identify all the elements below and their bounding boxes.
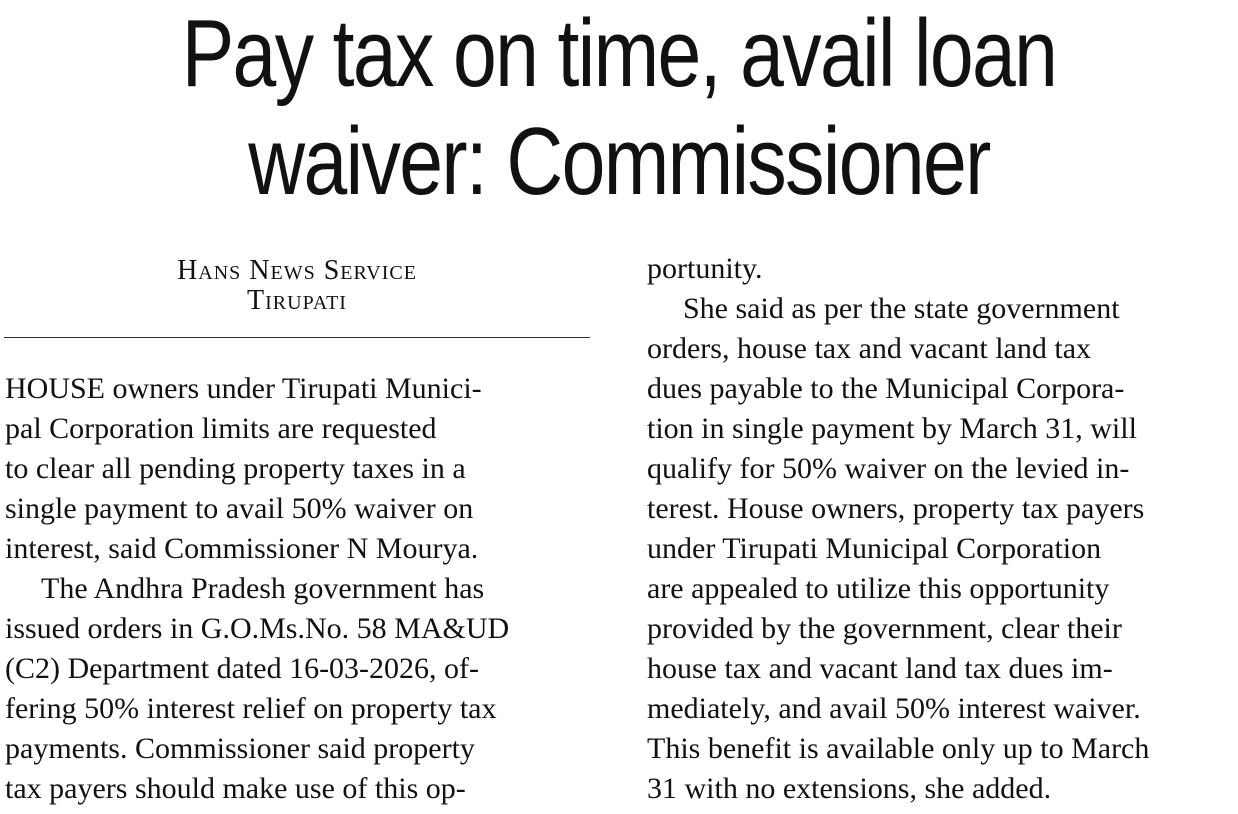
text-line: 31 with no extensions, she added.: [647, 772, 1052, 805]
headline: [111, 0, 1126, 216]
headline-line-2: waiver: Commissioner: [248, 108, 990, 215]
text-line: She said as per the state government: [683, 292, 1120, 325]
text-line: tion in single payment by March 31, will: [647, 412, 1137, 445]
text-line: single payment to avail 50% waiver on: [5, 492, 474, 525]
text-line: house tax and vacant land tax dues im-: [647, 652, 1113, 685]
byline-place: Tirupati: [247, 285, 347, 316]
text-line: terest. House owners, property tax payers: [647, 492, 1145, 525]
article-column-right: [647, 249, 1237, 809]
byline: [0, 256, 594, 316]
text-line: fering 50% interest relief on property tax: [5, 692, 497, 725]
text-line: payments. Commissioner said property: [5, 732, 475, 765]
text-line: dues payable to the Municipal Corpora-: [647, 372, 1125, 405]
text-line: This benefit is available only up to March: [647, 732, 1150, 765]
text-line: provided by the government, clear their: [647, 612, 1122, 645]
text-line: portunity.: [647, 252, 763, 285]
text-line: The Andhra Pradesh government has: [41, 572, 485, 605]
text-line: under Tirupati Municipal Corporation: [647, 532, 1102, 565]
text-line: issued orders in G.O.Ms.No. 58 MA&UD: [5, 612, 510, 645]
text-line: to clear all pending property taxes in a: [5, 452, 466, 485]
text-line: HOUSE owners under Tirupati Munici-: [5, 372, 482, 405]
text-line: interest, said Commissioner N Mourya.: [5, 532, 479, 565]
text-line: are appealed to utilize this opportunity: [647, 572, 1110, 605]
byline-divider: [4, 337, 590, 338]
byline-agency: Hans News Service: [177, 255, 417, 286]
text-line: tax payers should make use of this op-: [5, 772, 466, 805]
text-line: mediately, and avail 50% interest waiver.: [647, 692, 1141, 725]
text-line: (C2) Department dated 16-03-2026, of-: [5, 652, 480, 685]
text-line: pal Corporation limits are requested: [5, 412, 437, 445]
text-line: orders, house tax and vacant land tax: [647, 332, 1092, 365]
article-column-left: [5, 369, 595, 809]
text-line: qualify for 50% waiver on the levied in-: [647, 452, 1130, 485]
headline-line-1: Pay tax on time, avail loan: [181, 0, 1057, 107]
